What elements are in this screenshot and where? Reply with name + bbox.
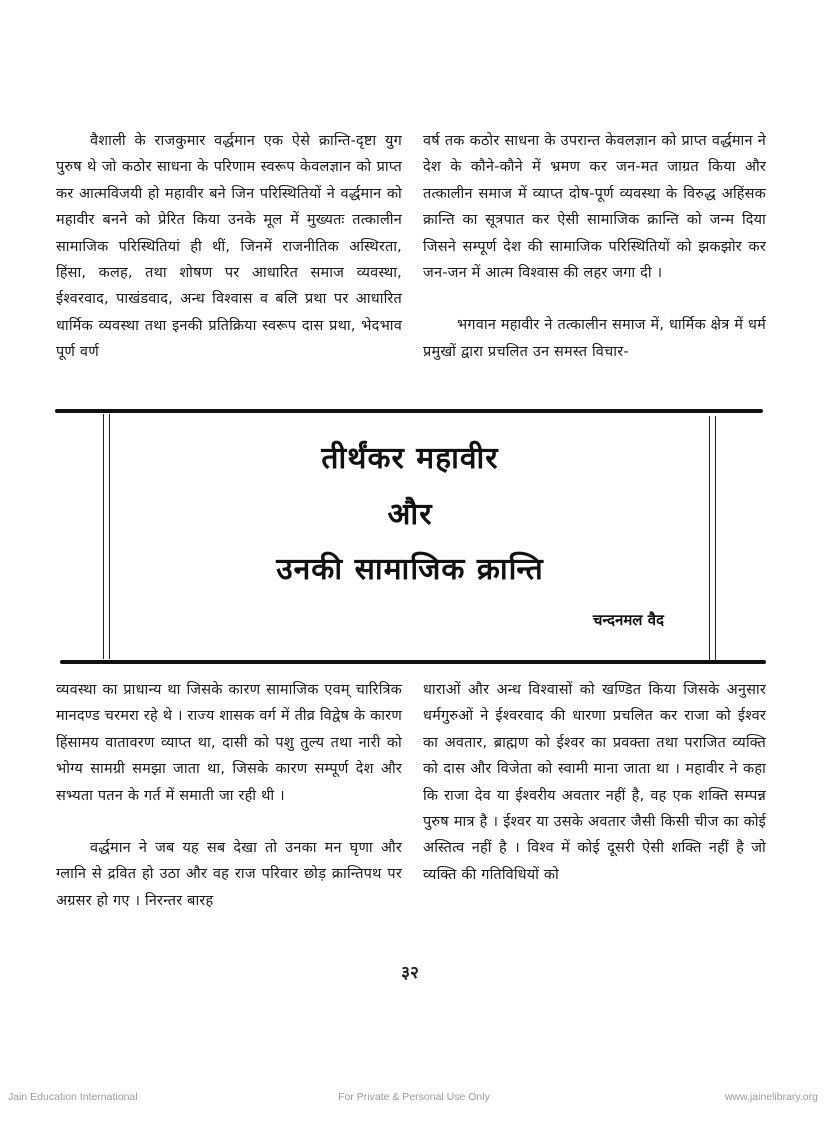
article-title-box [112,414,708,660]
paragraph: वैशाली के राजकुमार वर्द्धमान एक ऐसे क्रान्ति-दृष्टा युग पुरुष थे जो कठोर साधना के परिणाम स्वरूप केवलज्ञान को प्राप्त कर आत्मविजयी हो महावीर बने जिन परिस्थितियों ने वर्द्धमान को महावीर बनने को प्रेरित किया उनके मूल में मुख्यतः तत्कालीन सामाजिक परिस्थितियां ही थीं, जिनमें राजनीतिक अस्थिरता, हिंसा, कलह, तथा शोषण पर आधारित समाज व्यवस्था, ईश्वरवाद, पाखंडवाद, अन्ध विश्वास व बलि प्रथा पर आधारित धार्मिक व्यवस्था तथा इनकी प्रतिक्रिया स्वरूप दास प्रथा, भेदभाव पूर्ण वर्ण [56,133,402,361]
article-title-line-3: उनकी सामाजिक क्रान्ति [276,552,544,587]
page-number: ३२ [401,963,419,983]
paragraph: वर्द्धमान ने जब यह सब देखा तो उनका मन घृणा और ग्लानि से द्रवित हो उठा और वह राज परिवार छोड़ क्रान्तिपथ पर अग्रसर हो गए । निरन्तर बारह [56,840,402,909]
text-column-bottom-left [56,677,402,914]
paragraph: धाराओं और अन्ध विश्वासों को खण्डित किया जिसके अनुसार धर्मगुरुओं ने ईश्वरवाद की धारणा प्रचलित कर राजा को ईश्वर का अवतार, ब्राह्मण को ईश्वर का प्रवक्ता तथा पराजित व्यक्ति को दास और विजेता को स्वामी माना जाता था । महावीर ने कहा कि राजा देव या ईश्वरीय अवतार नहीं है, वह एक शक्ति सम्पन्न पुरुष मात्र है । ईश्वर या उसके अवतार जैसी किसी चीज का कोई अस्तित्व नहीं है । विश्व में कोई दूसरी ऐसी शक्ति नहीं है जो व्यक्ति की गतिविधियों को [423,682,766,883]
text-column-top-left [56,128,402,366]
title-box-right-border-inner [709,416,710,660]
paragraph: भगवान महावीर ने तत्कालीन समाज में, धार्मिक क्षेत्र में धर्म प्रमुखों द्वारा प्रचलित उन समस्त विचार- [423,317,766,360]
footer-usage-notice: For Private & Personal Use Only [338,1091,490,1103]
title-box-left-border [103,414,104,659]
article-author: चन्दनमल वैद [592,611,664,629]
article-title-line-2: और [387,497,433,532]
title-box-right-border [715,416,716,660]
text-column-top-right [423,128,766,365]
title-box-top-rule [55,409,763,413]
footer-website-link[interactable]: www.jainelibrary.org [724,1091,818,1103]
paragraph: वर्ष तक कठोर साधना के उपरान्त केवलज्ञान को प्राप्त वर्द्धमान ने देश के कौने-कौने में भ्रमण कर जन-मत जाग्रत किया और तत्कालीन समाज में व्याप्त दोष-पूर्ण व्यवस्था के विरुद्ध अहिंसक क्रान्ति का सूत्रपात कर ऐसी सामाजिक क्रान्ति को जन्म दिया जिसने सम्पूर्ण देश की सामाजिक परिस्थितियों को झकझोर कर जन-जन में आत्म विश्वास की लहर जगा दी । [423,133,766,282]
article-title-line-1: तीर्थंकर महावीर [321,441,499,476]
title-box-bottom-rule [60,660,766,664]
title-box-left-border-inner [109,414,110,659]
paragraph: व्यवस्था का प्राधान्य था जिसके कारण सामाजिक एवम् चारित्रिक मानदण्ड चरमरा रहे थे । राज्य शासक वर्ग में तीव्र विद्वेष के कारण हिंसामय वातावरण व्याप्त था, दासी को पशु तुल्य तथा नारी को भोग्य सामग्री समझा जाता था, जिसके कारण सम्पूर्ण देश और सभ्यता पतन के गर्त में समाती जा रही थी । [56,682,402,804]
text-column-bottom-right [423,677,766,888]
footer-publisher: Jain Education International [8,1091,138,1103]
